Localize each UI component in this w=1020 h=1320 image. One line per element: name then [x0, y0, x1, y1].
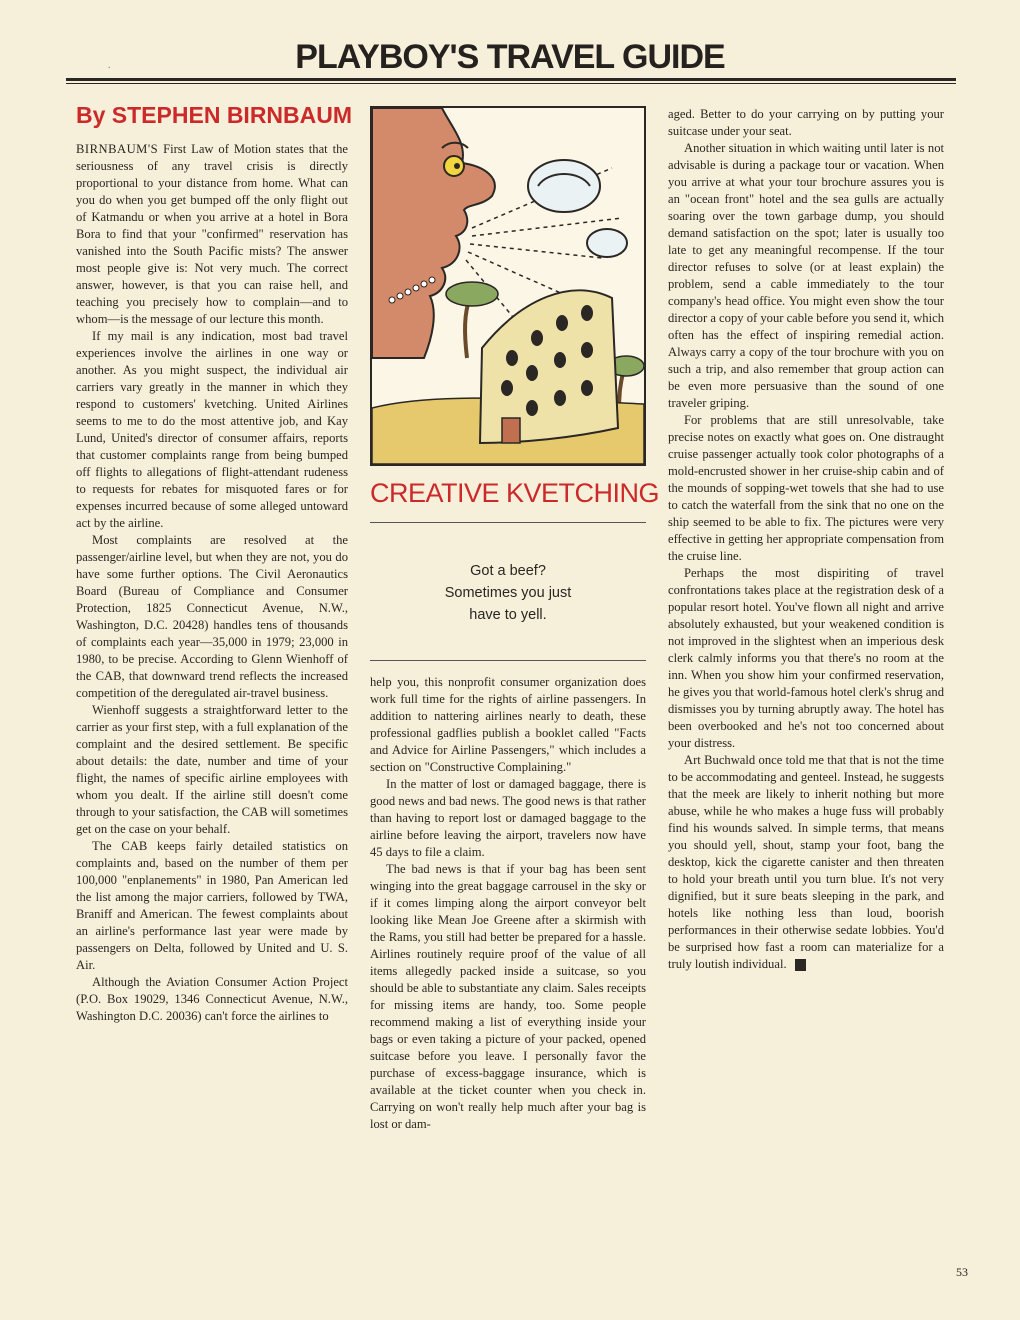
paragraph [76, 532, 348, 702]
paragraph [76, 328, 348, 532]
paragraph [370, 674, 646, 776]
paragraph [668, 106, 944, 140]
page-title: PLAYBOY'S TRAVEL GUIDE [295, 38, 725, 76]
stray-mark: . [108, 60, 111, 71]
paragraph-text: First Law of Motion states that the seriousness of any travel crisis is directly proportional to your distance from home. What can you do when you get bumped off the only flight out of Katmandu or when you arrive at a hotel in Bora Bora to find that your "confirmed" reservation has vanished into the South Pacific mists? The answer most people give is: Not very much. The correct answer, however, is that you can raise hell, and teaching you precisely how to complain—and to whom—is the message of our lecture this month. [76, 142, 348, 326]
paragraph [76, 974, 348, 1025]
paragraph-text: Although the Aviation Consumer Action Project (P.O. Box 19029, 1346 Connecticut Avenue, N.W., Washington D.C. 20036) can't force the airlines to [76, 975, 348, 1023]
feature-tagline [370, 560, 646, 626]
feature-rule-bottom [370, 660, 646, 661]
paragraph-text: aged. Better to do your carrying on by putting your suitcase under your seat. [668, 107, 944, 138]
tagline-line: Sometimes you just [444, 585, 572, 601]
paragraph-text: Most complaints are resolved at the passenger/airline level, but when they are not, you do have some further options. The Civil Aeronautics Board (Bureau of Compliance and Consumer Protection, 1825 Connecticut Avenue, N.W., Washington, D.C. 20428) handles tens of thousands of complaints each year—35,000 in 1979; 23,000 in 1980, to be precise. According to Glenn Wienhoff of the CAB, that downward trend reflects the increased competition of the deregulated air-travel business. [76, 533, 348, 700]
cartoon-drawing [372, 108, 644, 464]
paragraph-text: In the matter of lost or damaged baggage, there is good news and bad news. The good news is that rather than having to report lost or damaged baggage to the airline before leaving the airport, travelers now have 45 days to file a claim. [370, 777, 646, 859]
feature-rule-top [370, 522, 646, 523]
illustration-cartoon [370, 106, 646, 466]
header-rule [66, 78, 956, 81]
paragraph [76, 702, 348, 838]
feature-title: CREATIVE KVETCHING [370, 478, 660, 508]
header-rule-thin [66, 83, 956, 84]
paragraph-text: For problems that are still unresolvable, take precise notes on exactly what goes on. One distraught cruise passenger actually took color photographs of a mold-encrusted shower in her cruise-ship cabin and of the mounds of sopping-wet towels that she had to use to catch the waterfall from the sink that no one on the ship seemed to be able to fix. The pictures were very effective in getting her appropriate compensation from the cruise line. [668, 413, 944, 563]
article-column-1 [76, 141, 348, 1025]
paragraph-text: help you, this nonprofit consumer organization does work full time for the rights of airline passengers. In addition to nattering airlines nearly to death, these professional gadflies publish a booklet called "Facts and Advice for Airline Passengers," which includes a section on "Constructive Complaining." [370, 675, 646, 774]
paragraph [668, 752, 944, 973]
paragraph-text: If my mail is any indication, most bad travel experiences involve the airlines in one way or another. As you might suspect, the individual air carriers vary greatly in the manner in which they respond to customers' kvetching. United Airlines seems to me to do the most attentive job, and Kay Lund, United's director of consumer affairs, reports that customer complaints range from being bumped off flights to allegations of flight-attendant rudeness to requests for rebates for misquoted fares or for expenses incurred because of some alleged untoward act by the airline. [76, 329, 348, 530]
article-column-3 [668, 106, 944, 973]
lead-in: BIRNBAUM'S [76, 142, 159, 156]
byline: By STEPHEN BIRNBAUM [76, 102, 353, 128]
paragraph-text: Perhaps the most dispiriting of travel confrontations takes place at the registration desk of a popular resort hotel. You've flown all night and arrive absolutely exhausted, but your weakened condition is not improved in the slightest when an imperious desk clerk calmly informs you that there's no room at the inn. When you show him your confirmed reservation, he gives you that world-famous hotel clerk's shrug and dismisses you by turning abruptly away. The hotel has been overbooked and he's not too concerned about your distress. [668, 566, 944, 750]
paragraph [668, 412, 944, 565]
paragraph [76, 141, 348, 328]
paragraph-text: Another situation in which waiting until later is not advisable is during a package tour or vacation. When you arrive at what your tour brochure assures you is an "ocean front" hotel and the sea gulls are actually soaring over the town garbage dump, you should demand satisfaction on the spot; later is usually too late to get any meaningful recompense. If the tour director refuses to solve (or at least explain) the problem, send a cable immediately to the tour company's head office. You might even show the tour director a copy of your cable before you send it, which often has the effect of inspiring remedial action. Always carry a copy of the tour brochure with you on such a trip, and also remember that group action can be even more persuasive than the sound of one traveler griping. [668, 141, 944, 410]
article-column-2 [370, 674, 646, 1133]
paragraph [668, 140, 944, 412]
tagline-line: have to yell. [469, 607, 547, 623]
paragraph [668, 565, 944, 752]
paragraph-text: Wienhoff suggests a straightforward letter to the carrier as your first step, with a full explanation of the complaint and the desired settlement. Be specific about details: the date, number and time of your flight, the names of specific airline employees with whom you dealt. If the airline still doesn't come through to your satisfaction, the CAB will sometimes get on the case on your behalf. [76, 703, 348, 836]
paragraph-text: The bad news is that if your bag has been sent winging into the great baggage carrousel in the sky or if it comes limping along the airport conveyor belt looking like Mean Joe Greene after a skirmish with the Rams, you still had better be prepared for a hassle. Airlines routinely require proof of the value of all items allegedly packed inside a suitcase, so you should be able to substantiate any claim. Sales receipts for missing items are handy, too. Some people recommend making a list of everything inside your bags or even taking a picture of your packed, opened suitcase before you leave. I personally favor the purchase of excess-baggage insurance, which is available at the ticket counter when you check in. Carrying on won't really help much after your bag is lost or dam- [370, 862, 646, 1131]
tagline-line: Got a beef? [470, 563, 546, 579]
end-mark-icon: P [795, 959, 806, 971]
paragraph [370, 861, 646, 1133]
page-number: 53 [956, 1265, 968, 1279]
paragraph [370, 776, 646, 861]
paragraph-text: The CAB keeps fairly detailed statistics on complaints and, based on the number of them per 100,000 "enplanements" in 1980, Pan American led the list among the major carriers, followed by TWA, Braniff and American. The fewest complaints about an airline's performance last year were made by passengers on Delta, followed by United and U. S. Air. [76, 839, 348, 972]
paragraph-text: Art Buchwald once told me that that is not the time to be accommodating and genteel. Instead, he suggests that the meek are likely to inherit nothing but more abuse, while he who makes a huge fuss will probably find his wounds salved. In simple terms, that means you should yell, shout, stamp your foot, bang the desktop, kick the cigarette canister and then threaten to hold your breath until you turn blue. It's not very dignified, but it sure beats sleeping in the park, and hotels like nothing less than loud, boorish performances in their otherwise sedate lobbies. You'd be surprised how fast a room can materialize for a truly loutish individual. [668, 753, 944, 971]
paragraph [76, 838, 348, 974]
